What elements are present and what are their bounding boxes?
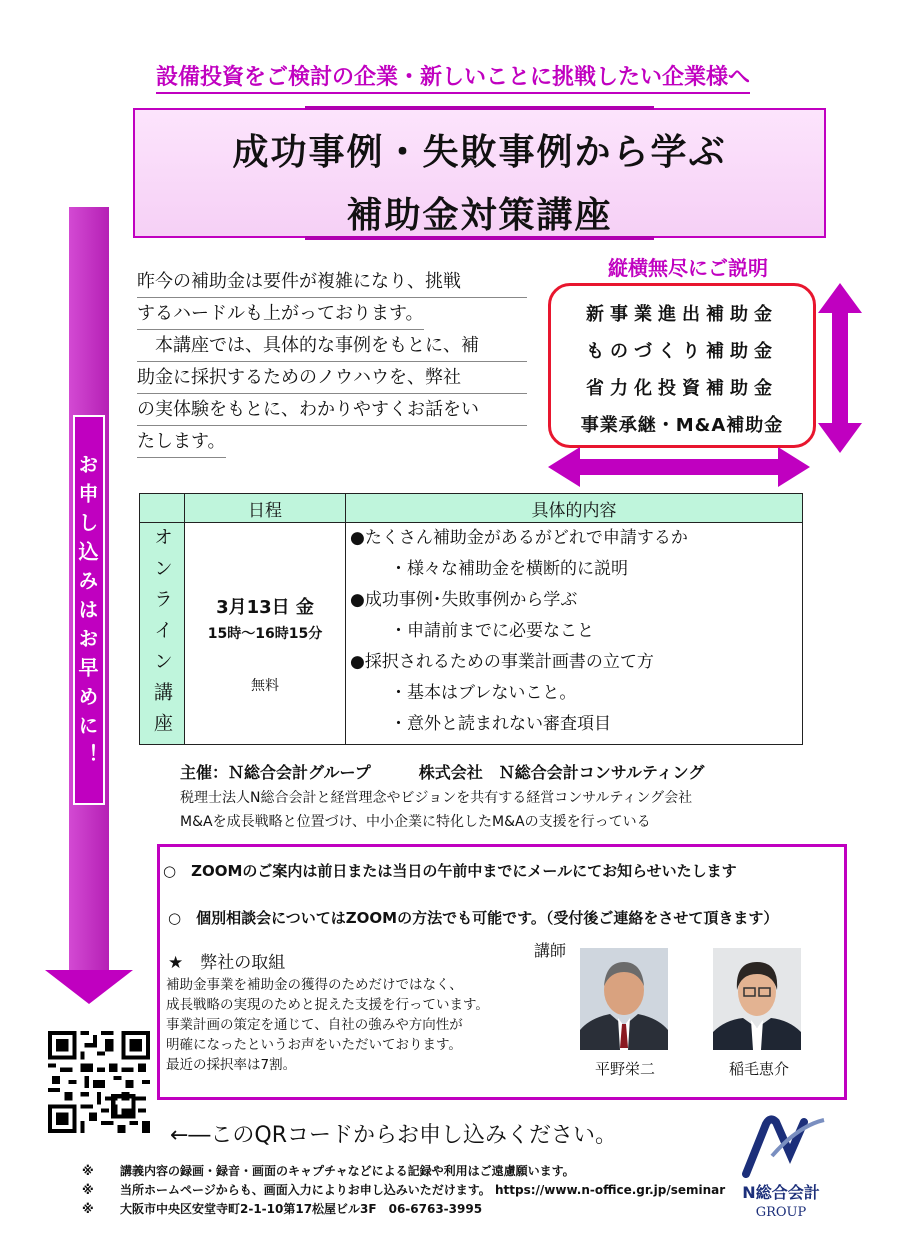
subsidy-list-box — [548, 283, 816, 448]
content-subitem: ・意外と読まれない審査項目 — [390, 714, 611, 734]
horizontal-double-arrow-icon — [548, 447, 810, 487]
header-content: 具体的内容 — [346, 494, 803, 523]
content-item: ●たくさん補助金があるがどれで申請するか — [350, 528, 688, 548]
date: 3月13日 金 — [216, 597, 314, 618]
apply-early-banner: お申し込みはお早めに！ — [73, 415, 105, 805]
intro-line: 昨今の補助金は要件が複雑になり、挑戦 — [137, 266, 527, 298]
title-box — [133, 108, 826, 238]
content-subitem: ・様々な補助金を横断的に説明 — [390, 559, 628, 579]
lecturer-name: 稲毛恵介 — [728, 1060, 789, 1078]
footnote: ※ 大阪市中央区安堂寺町2-1-10第17松屋ビル3F 06-6763-3995 — [82, 1202, 483, 1216]
qr-caption: ←―このQRコードからお申し込みください。 — [170, 1123, 618, 1148]
content-cell — [346, 523, 803, 745]
explanation-title: 縦横無尽にご説明 — [608, 256, 768, 280]
lecturer-photo-inage — [713, 948, 801, 1050]
footnote: ※ 当所ホームページからも、画面入力によりお申し込みいただけます。 https://www.n-office.gr.jp/seminar — [82, 1183, 726, 1197]
footnotes — [82, 1162, 725, 1219]
lecturer-photo-hirano — [580, 948, 668, 1050]
lecturer-name: 平野栄二 — [594, 1060, 655, 1078]
fee: 無料 — [251, 678, 279, 694]
intro-line: たします。 — [137, 426, 226, 458]
intro-line: するハードルも上がっております。 — [137, 298, 424, 330]
qr-code-icon[interactable] — [48, 1030, 150, 1134]
organizer-line: M&Aを成長戦略と位置づけ、中小企業に特化したM&Aの支援を行っている — [180, 814, 651, 830]
title-line-1: 成功事例・失敗事例から学ぶ — [232, 132, 727, 173]
intro-line: の実体験をもとに、わかりやすくお話をい — [137, 394, 527, 426]
subsidy-item: 新事業進出補助金 — [586, 304, 778, 325]
intro-line: 本講座では、具体的な事例をもとに、補 — [137, 330, 527, 362]
zoom-notice: ○ ZOOMのご案内は前日または当日の午前中までにメールにてお知らせいたします — [163, 862, 737, 880]
logo-name: N総合会計 — [742, 1183, 820, 1202]
tagline: 設備投資をご検討の企業・新しいことに挑戦したい企業様へ — [0, 60, 906, 91]
consult-notice: ○ 個別相談会についてはZOOMの方法でも可能です。（受付後ご連絡をさせて頂きます） — [168, 909, 779, 927]
title-line-2: 補助金対策講座 — [346, 195, 613, 236]
organizer-line: 税理士法人N総合会計と経営理念やビジョンを共有する経営コンサルティング会社 — [180, 790, 693, 806]
subsidy-item: 事業承継・M&A補助金 — [580, 415, 784, 436]
logo-group: GROUP — [755, 1205, 807, 1220]
intro-line: 助金に採択するためのノウハウを、弊社 — [137, 362, 527, 394]
torikumi-heading: ★ 弊社の取組 — [168, 953, 286, 973]
subsidy-item: ものづくり補助金 — [586, 341, 778, 362]
time: 15時～16時15分 — [207, 626, 323, 642]
side-arrow-head-icon — [45, 970, 133, 1004]
header-schedule: 日程 — [185, 494, 346, 523]
format-cell: オンライン講座 — [140, 523, 185, 745]
vertical-double-arrow-icon — [818, 283, 862, 453]
intro-text — [137, 266, 527, 458]
content-item: ●成功事例･失敗事例から学ぶ — [350, 590, 578, 610]
content-subitem: ・基本はブレないこと。 — [390, 683, 577, 703]
content-subitem: ・申請前までに必要なこと — [390, 621, 594, 641]
company-logo-icon — [742, 1112, 826, 1178]
organizer — [180, 760, 704, 831]
subsidy-item: 省力化投資補助金 — [586, 378, 778, 399]
organizer-line: 主催：Ｎ総合会計グループ 株式会社 Ｎ総合会計コンサルティング — [180, 763, 705, 782]
content-item: ●採択されるための事業計画書の立て方 — [350, 652, 654, 672]
lecturer-label: 講師 — [534, 941, 567, 960]
schedule-table — [139, 493, 803, 745]
torikumi-text: 補助金事業を補助金の獲得のためだけではなく、 成長戦略の実現のためと捉えた支援を行っています。 事業計画の策定を通じて、自社の強みや方向性が 明確になったというお声をいただいております。 最近の採択率は7割。 — [166, 977, 489, 1073]
footnote: ※ 講義内容の録画・録音・画面のキャプチャなどによる記録や利用はご遠慮願います。 — [82, 1164, 575, 1178]
date-cell — [185, 523, 346, 745]
